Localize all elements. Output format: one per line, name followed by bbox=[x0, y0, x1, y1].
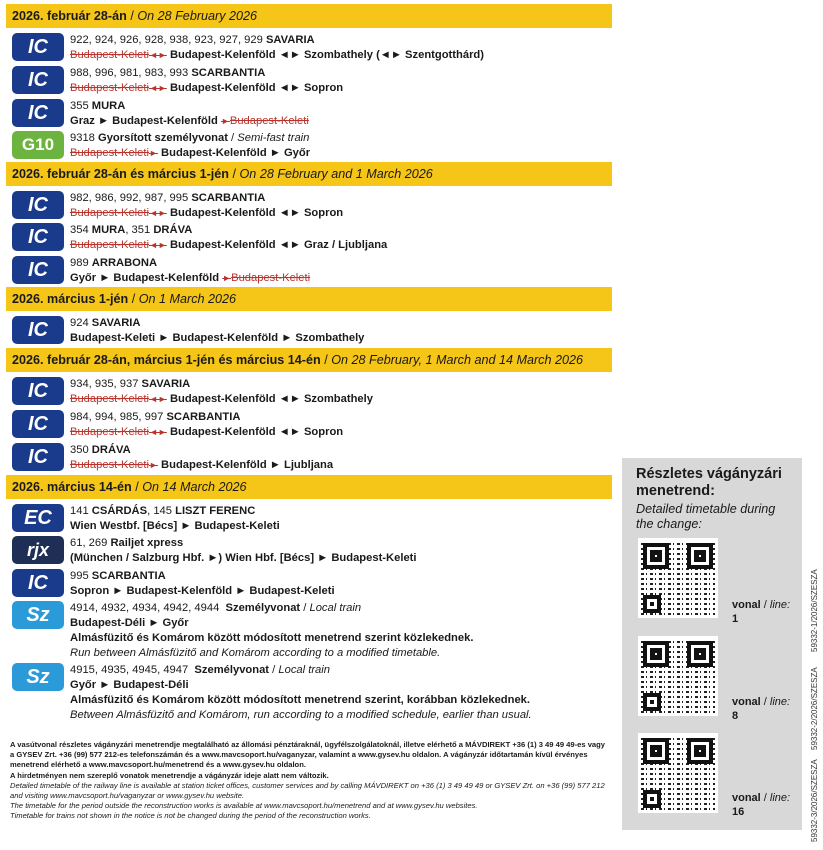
timetable-qr-panel bbox=[622, 458, 802, 830]
train-route: Győr ► Budapest-Déli bbox=[70, 678, 189, 691]
train-info bbox=[70, 410, 343, 439]
line-label bbox=[732, 695, 790, 723]
train-info bbox=[70, 377, 373, 406]
train-name: SCARBANTIA bbox=[91, 570, 166, 582]
panel-title: Részletes vágányzári menetrend: bbox=[636, 466, 782, 499]
train-route bbox=[70, 392, 373, 407]
train-info bbox=[70, 601, 361, 630]
intercity-icon: IC bbox=[12, 223, 64, 251]
arrow-icon: ► bbox=[220, 115, 230, 126]
train-note bbox=[70, 631, 473, 660]
arrow-icon: ► bbox=[149, 147, 158, 158]
section-date-en: On 28 February, 1 March and 14 March 2026 bbox=[331, 353, 583, 367]
train-name: DRÁVA bbox=[91, 444, 131, 456]
train-name: SCARBANTIA bbox=[191, 67, 266, 79]
train-name: DRÁVA bbox=[153, 224, 193, 236]
train-name: Személyvonat bbox=[225, 602, 301, 614]
train-numbers: 9318 bbox=[70, 132, 95, 144]
train-type-en: Semi-fast train bbox=[237, 132, 310, 144]
arrow-icon: ► bbox=[149, 459, 158, 470]
train-numbers: 989 bbox=[70, 257, 89, 269]
arrow-icon: ◄► bbox=[149, 82, 167, 93]
train-numbers: 141 bbox=[70, 505, 89, 517]
section-date-hu: 2026. március 1-jén bbox=[12, 292, 129, 306]
cancelled-station: Budapest-Keleti bbox=[229, 114, 309, 127]
train-name: Railjet xpress bbox=[110, 537, 184, 549]
train-numbers: 988, 996, 981, 983, 993 bbox=[70, 67, 189, 79]
train-info bbox=[70, 99, 309, 128]
train-route: Sopron ► Budapest-Kelenföld ► Budapest-Keleti bbox=[70, 584, 335, 597]
qr-code-icon[interactable] bbox=[638, 538, 718, 618]
footer-text-hu: A hirdetményen nem szereplő vonatok menetrendje a vágányzár ideje alatt nem változik. bbox=[10, 770, 329, 780]
document-code: 59332-3/2026/SZESZA bbox=[810, 759, 819, 842]
arrow-icon: ◄► bbox=[149, 426, 167, 437]
line-number: 16 bbox=[732, 806, 745, 818]
train-numbers: 4915, 4935, 4945, 4947 bbox=[70, 664, 189, 676]
route-text: Budapest-Kelenföld ◄► Sopron bbox=[169, 425, 344, 438]
cancelled-station: Budapest-Keleti bbox=[70, 146, 149, 159]
intercity-icon: IC bbox=[12, 33, 64, 61]
line-label bbox=[732, 791, 790, 819]
train-info bbox=[70, 316, 364, 345]
train-info bbox=[70, 536, 417, 565]
eurocity-icon: EC bbox=[12, 504, 64, 532]
train-numbers: 995 bbox=[70, 570, 89, 582]
separator: / bbox=[763, 599, 767, 611]
train-route bbox=[70, 271, 310, 286]
train-info bbox=[70, 66, 343, 95]
train-info bbox=[70, 504, 280, 533]
semi-fast-train-icon: G10 bbox=[12, 131, 64, 159]
cancelled-station: Budapest-Keleti bbox=[70, 81, 149, 94]
cancelled-station: Budapest-Keleti bbox=[70, 392, 149, 405]
arrow-icon: ◄► bbox=[149, 207, 167, 218]
train-route bbox=[70, 114, 309, 129]
intercity-icon: IC bbox=[12, 99, 64, 127]
arrow-icon: ◄► bbox=[149, 393, 167, 404]
separator: / bbox=[303, 602, 307, 614]
line-label-en: line: bbox=[769, 792, 791, 804]
train-name: SCARBANTIA bbox=[166, 411, 241, 423]
separator: / bbox=[272, 664, 276, 676]
cancelled-station: Budapest-Keleti bbox=[70, 48, 149, 61]
train-info bbox=[70, 223, 387, 252]
arrow-icon: ► bbox=[222, 272, 232, 283]
section-date-hu: 2026. február 28-án, március 1-jén és március 14-én bbox=[12, 353, 321, 367]
train-info bbox=[70, 443, 333, 472]
train-name: MURA bbox=[91, 224, 126, 236]
route-text: Graz ► Budapest-Kelenföld bbox=[70, 114, 218, 127]
section-header-4 bbox=[6, 348, 612, 372]
train-route bbox=[70, 146, 310, 161]
section-header-2 bbox=[6, 162, 612, 186]
route-text: Budapest-Kelenföld ◄► Graz / Ljubljana bbox=[169, 238, 388, 251]
qr-code-icon[interactable] bbox=[638, 733, 718, 813]
train-name: MURA bbox=[91, 100, 126, 112]
footer-text-en: Timetable for trains not shown in the notice is not be changed during the period of the reconstruction works. bbox=[10, 811, 371, 821]
intercity-icon: IC bbox=[12, 316, 64, 344]
cancelled-station: Budapest-Keleti bbox=[70, 458, 149, 471]
intercity-icon: IC bbox=[12, 443, 64, 471]
train-type-en: Local train bbox=[309, 602, 362, 614]
section-header-1 bbox=[6, 4, 612, 28]
intercity-icon: IC bbox=[12, 191, 64, 219]
train-route: Budapest-Keleti ► Budapest-Kelenföld ► Szombathely bbox=[70, 331, 365, 344]
train-name: Személyvonat bbox=[194, 664, 270, 676]
intercity-icon: IC bbox=[12, 377, 64, 405]
train-info bbox=[70, 663, 330, 692]
cancelled-station: Budapest-Keleti bbox=[231, 271, 311, 284]
line-label-en: line: bbox=[769, 696, 791, 708]
intercity-icon: IC bbox=[12, 410, 64, 438]
note-hu: Almásfüzitő és Komárom között módosított menetrend szerint közlekednek. bbox=[70, 632, 474, 644]
train-info bbox=[70, 569, 335, 598]
section-date-en: On 14 March 2026 bbox=[142, 480, 247, 494]
train-name: ARRABONA bbox=[91, 257, 158, 269]
train-numbers: 354 bbox=[70, 224, 89, 236]
train-name: SAVARIA bbox=[91, 317, 141, 329]
train-route: Budapest-Déli ► Győr bbox=[70, 616, 189, 629]
railjet-xpress-icon: rjx bbox=[12, 536, 64, 564]
train-name: SAVARIA bbox=[265, 34, 315, 46]
route-text: Budapest-Kelenföld ◄► Szombathely (◄► Szentgotthárd) bbox=[169, 48, 484, 61]
intercity-icon: IC bbox=[12, 569, 64, 597]
footer-text-en: The timetable for the period outside the reconstruction works is available at www.mavcsoport.hu/menetrend and at www.gysev.hu websites. bbox=[10, 801, 478, 811]
train-info bbox=[70, 131, 310, 160]
train-numbers: 982, 986, 992, 987, 995 bbox=[70, 192, 189, 204]
line-number: 1 bbox=[732, 613, 739, 625]
train-route: (München / Salzburg Hbf. ►) Wien Hbf. [Bécs] ► Budapest-Keleti bbox=[70, 551, 417, 564]
line-label bbox=[732, 598, 790, 626]
train-numbers: 934, 935, 937 bbox=[70, 378, 139, 390]
train-numbers: 922, 924, 926, 928, 938, 923, 927, 929 bbox=[70, 34, 263, 46]
cancelled-station: Budapest-Keleti bbox=[70, 238, 149, 251]
local-train-icon: Sz bbox=[12, 663, 64, 691]
separator: / bbox=[232, 167, 237, 181]
route-text: Győr ► Budapest-Kelenföld bbox=[70, 271, 220, 284]
train-route bbox=[70, 425, 343, 440]
section-header-5 bbox=[6, 475, 612, 499]
panel-subtitle: Detailed timetable during the change: bbox=[636, 502, 776, 531]
train-info bbox=[70, 256, 310, 285]
train-note bbox=[70, 693, 532, 722]
arrow-icon: ◄► bbox=[149, 239, 167, 250]
train-name: LISZT FERENC bbox=[175, 505, 256, 517]
note-hu: Almásfüzitő és Komárom között módosított menetrend szerint, korábban közlekednek. bbox=[70, 694, 531, 706]
document-code: 59332-2/2026/SZESZA bbox=[810, 667, 819, 750]
separator: / bbox=[763, 792, 767, 804]
line-label-en: line: bbox=[769, 599, 791, 611]
footer-notice bbox=[10, 740, 610, 822]
cancelled-station: Budapest-Keleti bbox=[70, 425, 149, 438]
train-route bbox=[70, 206, 343, 221]
separator: / bbox=[135, 480, 139, 494]
train-route bbox=[70, 48, 484, 63]
route-text: Budapest-Kelenföld ► Ljubljana bbox=[161, 458, 334, 471]
line-label-hu: vonal bbox=[732, 792, 761, 804]
line-label-hu: vonal bbox=[732, 696, 761, 708]
train-type-en: Local train bbox=[278, 664, 330, 676]
train-route bbox=[70, 458, 333, 473]
train-numbers: 61, 269 bbox=[70, 537, 108, 549]
footer-text-hu: A vasútvonal részletes vágányzári menetrendje megtalálható az állomási pénztáraknál, ügyfélszolgálatoknál, illetve elérhető a MÁVDIREKT +36 (1) 3 49 49 49-es vagy a GYSEV Zrt. +36 (99) 577 212-es telefonszámán és a www.mavcsoport.hu/vaganyzar, valamint a www.gysev.hu oldalon. A vágányzár időtartamán kívül érvényes menetrend elérhető a www.mavcsoport.hu/menetrend és a www.gysev.hu oldalon. bbox=[10, 740, 606, 770]
line-label-hu: vonal bbox=[732, 599, 761, 611]
arrow-icon: ◄► bbox=[149, 49, 167, 60]
section-date-hu: 2026. február 28-án és március 1-jén bbox=[12, 167, 230, 181]
local-train-icon: Sz bbox=[12, 601, 64, 629]
route-text: Budapest-Kelenföld ◄► Sopron bbox=[169, 206, 344, 219]
train-numbers: , 351 bbox=[125, 224, 151, 236]
route-text: Budapest-Kelenföld ► Győr bbox=[161, 146, 311, 159]
route-text: Budapest-Kelenföld ◄► Sopron bbox=[169, 81, 344, 94]
train-numbers: 984, 994, 985, 997 bbox=[70, 411, 164, 423]
train-name: SAVARIA bbox=[141, 378, 191, 390]
train-info bbox=[70, 33, 484, 62]
footer-text-en: Detailed timetable of the railway line is available at station ticket offices, customer services and by calling MÁVDIREKT on +36 (1) 3 49 49 49 or GYSEV Zrt. on +36 (99) 577 212 and visiting www.mavcsoport.hu/vaganyzar or www.gysev.hu website. bbox=[10, 780, 605, 801]
section-date-hu: 2026. március 14-én bbox=[12, 480, 132, 494]
section-date-en: On 1 March 2026 bbox=[138, 292, 237, 306]
cancelled-station: Budapest-Keleti bbox=[70, 206, 149, 219]
train-numbers: 4914, 4932, 4934, 4942, 4944 bbox=[70, 602, 220, 614]
intercity-icon: IC bbox=[12, 66, 64, 94]
qr-code-icon[interactable] bbox=[638, 636, 718, 716]
separator: / bbox=[763, 696, 767, 708]
note-en: Run between Almásfüzitő and Komárom according to a modified timetable. bbox=[70, 646, 441, 659]
train-name: CSÁRDÁS bbox=[91, 505, 148, 517]
document-code: 59332-1/2026/SZESZA bbox=[810, 569, 819, 652]
train-route bbox=[70, 238, 387, 253]
train-numbers: 355 bbox=[70, 100, 89, 112]
section-header-3 bbox=[6, 287, 612, 311]
separator: / bbox=[131, 292, 136, 306]
separator: / bbox=[130, 9, 134, 23]
section-date-en: On 28 February and 1 March 2026 bbox=[239, 167, 433, 181]
separator: / bbox=[231, 132, 235, 144]
train-info bbox=[70, 191, 343, 220]
train-route bbox=[70, 81, 343, 96]
section-date-en: On 28 February 2026 bbox=[137, 9, 258, 23]
train-numbers: , 145 bbox=[147, 505, 172, 517]
intercity-icon: IC bbox=[12, 256, 64, 284]
note-en: Between Almásfüzitő and Komárom, run according to a modified schedule, earlier than usual. bbox=[70, 708, 532, 721]
line-number: 8 bbox=[732, 710, 739, 722]
train-numbers: 350 bbox=[70, 444, 89, 456]
train-name: Gyorsított személyvonat bbox=[98, 132, 228, 144]
section-date-hu: 2026. február 28-án bbox=[12, 9, 127, 23]
train-name: SCARBANTIA bbox=[191, 192, 266, 204]
train-numbers: 924 bbox=[70, 317, 89, 329]
separator: / bbox=[324, 353, 328, 367]
train-route: Wien Westbf. [Bécs] ► Budapest-Keleti bbox=[70, 519, 280, 532]
route-text: Budapest-Kelenföld ◄► Szombathely bbox=[169, 392, 373, 405]
